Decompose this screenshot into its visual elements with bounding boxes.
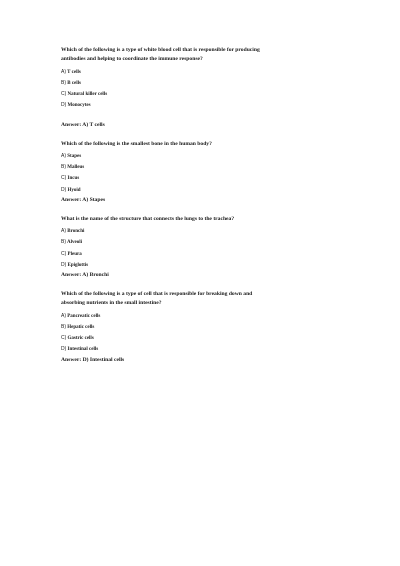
option-text: Natural killer cells [67, 92, 108, 98]
option-a [61, 226, 351, 237]
options-list-2 [61, 151, 351, 196]
option-text: Hyoid [67, 187, 81, 193]
option-text: Alveoli [66, 240, 82, 246]
question-line: Which of the following is a type of white blood cell that is responsible for producing [61, 47, 260, 53]
option-text: Gastric cells [67, 336, 94, 342]
option-text: Pancreatic cells [67, 313, 101, 319]
option-text: Monocytes [67, 103, 91, 109]
option-a [61, 151, 351, 162]
question-text-3 [61, 215, 351, 224]
option-letter: B) [61, 239, 66, 246]
option-text: Bronchi [67, 229, 85, 235]
option-a [61, 311, 351, 322]
option-b [61, 322, 351, 333]
option-a [61, 67, 351, 78]
option-letter: C) [61, 91, 67, 98]
option-d [61, 100, 351, 111]
question-line: Which of the following is a type of cell that is responsible for breaking down and [61, 291, 253, 298]
option-text: Pleura [67, 251, 82, 257]
option-letter: A) [61, 228, 66, 235]
quiz-content [61, 46, 351, 375]
option-c [61, 89, 351, 100]
option-d [61, 185, 351, 196]
question-text-1 [61, 46, 351, 65]
answer-text-2: Answer: A) Stapes [61, 196, 106, 203]
question-block-2 [61, 140, 351, 205]
option-letter: D) [61, 186, 67, 193]
option-letter: A) [61, 153, 66, 160]
option-b [61, 162, 351, 173]
option-text: T cells [67, 69, 81, 75]
option-letter: B) [61, 80, 66, 87]
option-text: Incus [67, 176, 80, 182]
option-c [61, 249, 351, 260]
option-text: Malleus [67, 165, 85, 171]
question-line: antibodies and helping to coordinate the immune response? [61, 56, 203, 63]
options-list-4 [61, 311, 351, 356]
option-text: B cells [67, 81, 81, 87]
option-text: Hepatic cells [67, 325, 95, 331]
option-letter: D) [61, 102, 67, 109]
question-line: What is the name of the structure that connects the lungs to the trachea? [61, 215, 235, 222]
option-d [61, 260, 351, 271]
option-letter: B) [61, 164, 66, 171]
option-letter: A) [61, 68, 66, 75]
answer-text-1: Answer: A) T cells [61, 121, 105, 128]
answer-text-4: Answer: D) Intestinal cells [61, 356, 125, 363]
question-block-1 [61, 46, 351, 130]
options-list-3 [61, 226, 351, 271]
question-line: absorbing nutrients in the small intestine? [61, 300, 162, 307]
option-text: Epiglottis [67, 262, 89, 268]
option-letter: D) [61, 261, 67, 268]
options-list-1 [61, 67, 351, 112]
option-text: Intestinal cells [67, 347, 99, 353]
option-letter: D) [61, 346, 67, 353]
answer-text-3: Answer: A) Bronchi [61, 272, 109, 279]
option-c [61, 173, 351, 184]
option-letter: C) [61, 175, 67, 182]
option-b [61, 237, 351, 248]
question-block-3 [61, 215, 351, 280]
option-c [61, 333, 351, 344]
option-b [61, 78, 351, 89]
option-letter: C) [61, 250, 67, 257]
option-letter: B) [61, 324, 66, 331]
option-text: Stapes [67, 154, 82, 160]
option-letter: A) [61, 312, 66, 319]
question-block-4 [61, 290, 351, 365]
question-text-4 [61, 290, 351, 309]
option-d [61, 344, 351, 355]
option-letter: C) [61, 335, 67, 342]
question-text-2 [61, 140, 351, 149]
question-line: Which of the following is the smallest bone in the human body? [61, 140, 212, 147]
